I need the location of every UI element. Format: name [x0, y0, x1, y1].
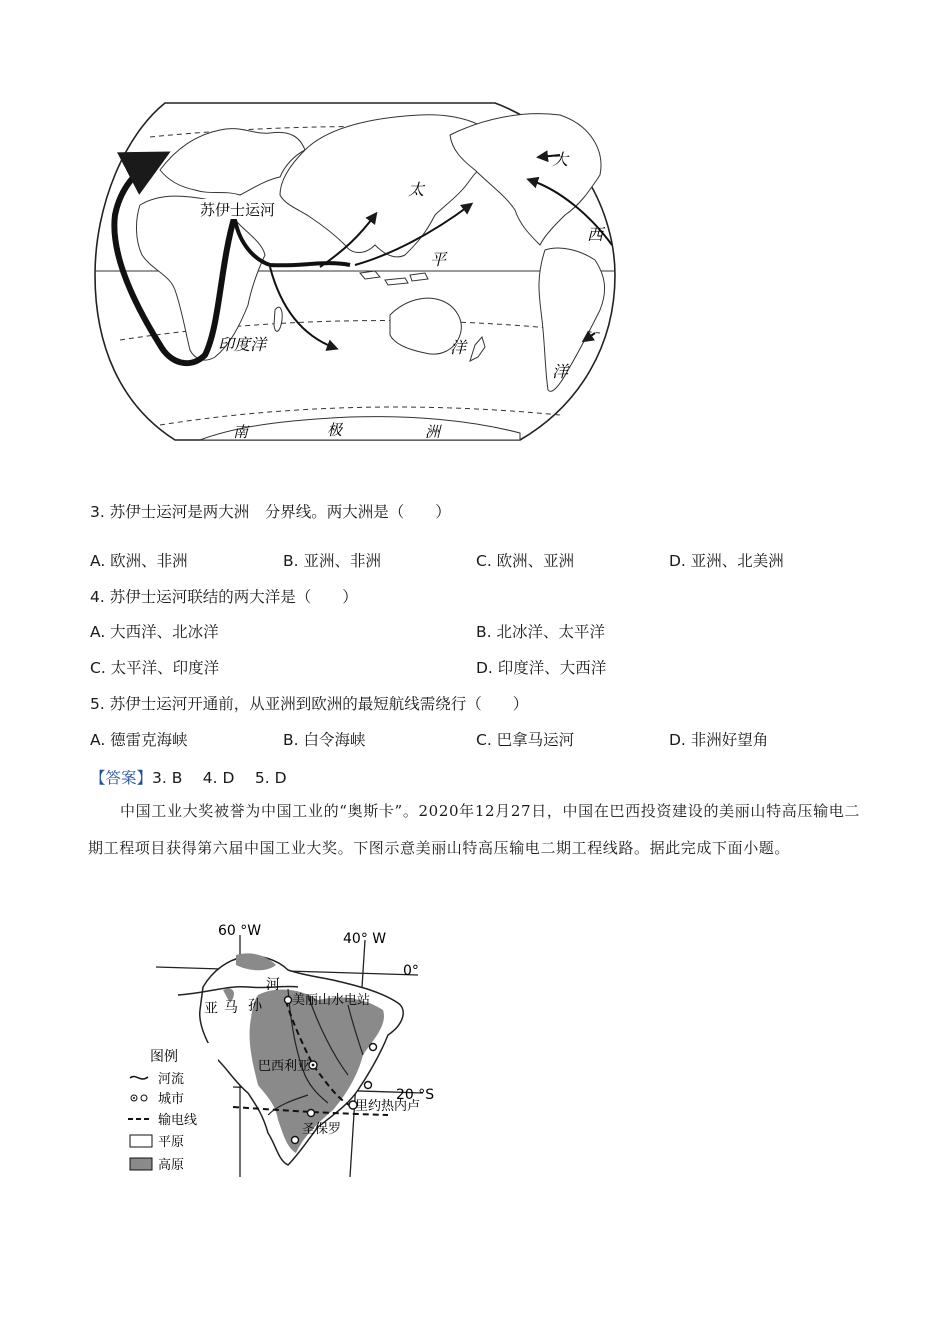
atlantic-label-3: 洋	[552, 362, 569, 381]
lat-20s-label: 20 °S	[396, 1087, 435, 1103]
amazon-label-3: 孙	[248, 998, 262, 1014]
q3-option-c[interactable]: C. 欧洲、亚洲	[476, 552, 575, 570]
rio-label: 里约热内卢	[355, 1099, 421, 1114]
lon-40w-label: 40° W	[343, 931, 387, 947]
q4-option-b[interactable]: B. 北冰洋、太平洋	[476, 623, 605, 641]
belo-monte-label: 美丽山水电站	[292, 993, 371, 1008]
legend-city-label: 城市	[158, 1092, 185, 1107]
q5-option-d[interactable]: D. 非洲好望角	[669, 731, 769, 749]
belo-monte-city	[285, 997, 292, 1004]
q5-option-a[interactable]: A. 德雷克海峡	[90, 731, 188, 749]
question-5-stem: 5. 苏伊士运河开通前，从亚洲到欧洲的最短航线需绕行（ ）	[90, 695, 529, 713]
city-northeast	[370, 1044, 377, 1051]
pacific-label-2: 平	[430, 250, 447, 269]
question-3-stem: 3. 苏伊士运河是两大洲 分界线。两大洲是（ ）	[90, 503, 451, 521]
brasilia-label: 巴西利亚	[258, 1059, 311, 1074]
antarctica-label-1: 南	[233, 423, 249, 441]
q4-option-c[interactable]: C. 太平洋、印度洋	[90, 659, 220, 677]
indian-ocean-label: 印度洋	[218, 335, 267, 354]
legend-line-label: 输电线	[158, 1113, 198, 1128]
lat-0-label: 0°	[403, 963, 419, 979]
atlantic-label-2: 西	[587, 225, 604, 244]
sao-paulo-city	[308, 1110, 315, 1117]
lon-60w-label: 60 °W	[218, 923, 262, 939]
answer-label: 【答案】	[90, 769, 153, 787]
map-legend	[126, 1043, 218, 1175]
passage	[88, 793, 860, 867]
atlantic-label-1: 大	[552, 150, 569, 169]
question-4-stem: 4. 苏伊士运河联结的两大洋是（ ）	[90, 588, 358, 606]
city-east	[365, 1082, 372, 1089]
antarctica-label-2: 极	[327, 421, 343, 439]
legend-plain-icon	[130, 1135, 152, 1147]
amazon-label-2: 马	[224, 1000, 238, 1016]
brazil-transmission-map	[118, 915, 448, 1183]
legend-plateau-icon	[130, 1158, 152, 1170]
brasilia-city-dot	[312, 1064, 315, 1067]
q4-option-a[interactable]: A. 大西洋、北冰洋	[90, 623, 219, 641]
antarctica-label-3: 洲	[425, 423, 441, 441]
legend-city-icon	[141, 1095, 147, 1101]
suez-canal-label: 苏伊士运河	[200, 201, 276, 219]
amazon-label-1: 亚	[204, 1001, 218, 1017]
q3-option-d[interactable]: D. 亚洲、北美洲	[669, 552, 784, 570]
legend-plateau-label: 高原	[158, 1158, 185, 1173]
answer-text: 3. B 4. D 5. D	[152, 769, 287, 787]
q3-option-b[interactable]: B. 亚洲、非洲	[283, 552, 381, 570]
pacific-label-3: 洋	[450, 338, 467, 357]
legend-plain-label: 平原	[158, 1135, 185, 1150]
q4-option-d[interactable]: D. 印度洋、大西洋	[476, 659, 607, 677]
legend-title: 图例	[150, 1049, 178, 1065]
legend-river-label: 河流	[158, 1072, 185, 1087]
passage-text: 中国工业大奖被誉为中国工业的“奥斯卡”。2020年12月27日，中国在巴西投资建设的美丽山特高压输电二期工程项目获得第六届中国工业大奖。下图示意美丽山特高压输电二期工程线路。据此完成下面小题。	[88, 802, 860, 857]
city-south	[292, 1137, 299, 1144]
q5-option-b[interactable]: B. 白令海峡	[283, 731, 366, 749]
amazon-label-4: 河	[266, 977, 280, 993]
q3-option-a[interactable]: A. 欧洲、非洲	[90, 552, 188, 570]
world-shipping-map	[90, 95, 620, 445]
legend-capital-dot-icon	[133, 1097, 135, 1099]
q5-option-c[interactable]: C. 巴拿马运河	[476, 731, 575, 749]
answer-line	[90, 766, 287, 788]
sao-paulo-label: 圣保罗	[302, 1122, 342, 1137]
pacific-label-1: 太	[408, 180, 425, 199]
